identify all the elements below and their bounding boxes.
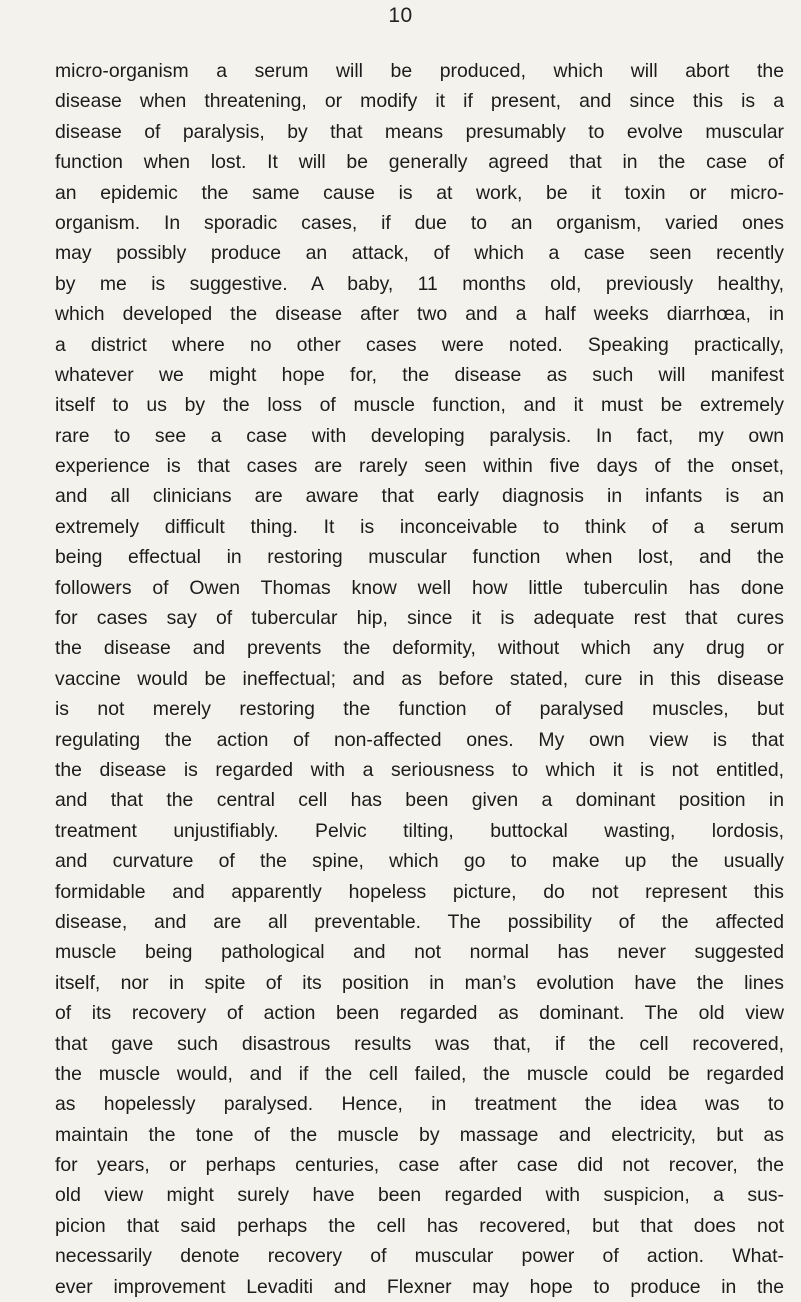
text-line: which developed the disease after two and a half weeks diarrhœa, in — [55, 303, 784, 326]
text-line: necessarily denote recovery of muscular power of action. What- — [55, 1245, 784, 1268]
text-line: and that the central cell has been given a dominant position in — [55, 789, 784, 812]
text-line: regulating the action of non-affected ones. My own view is that — [55, 728, 784, 751]
text-line: organism. In sporadic cases, if due to an organism, varied ones — [55, 211, 784, 234]
text-line: vaccine would be ineffectual; and as before stated, cure in this disease — [55, 667, 784, 690]
text-line: of its recovery of action been regarded as dominant. The old view — [55, 1002, 784, 1025]
text-line: and curvature of the spine, which go to make up the usually — [55, 850, 784, 873]
text-line: may possibly produce an attack, of which a case seen recently — [55, 242, 784, 265]
text-line: the disease and prevents the deformity, without which any drug or — [55, 637, 784, 660]
text-line: rare to see a case with developing paralysis. In fact, my own — [55, 424, 784, 447]
text-line: disease, and are all preventable. The possibility of the affected — [55, 910, 784, 933]
text-line: for years, or perhaps centuries, case after case did not recover, the — [55, 1154, 784, 1177]
text-line: the disease is regarded with a seriousness to which it is not entitled, — [55, 758, 784, 781]
text-line: and all clinicians are aware that early diagnosis in infants is an — [55, 485, 784, 508]
text-line: formidable and apparently hopeless picture, do not represent this — [55, 880, 784, 903]
text-line: disease of paralysis, by that means presumably to evolve muscular — [55, 120, 784, 143]
body-paragraph — [55, 56, 784, 1302]
text-line: an epidemic the same cause is at work, be it toxin or micro- — [55, 181, 784, 204]
text-line: that gave such disastrous results was that, if the cell recovered, — [55, 1032, 784, 1055]
text-line: as hopelessly paralysed. Hence, in treatment the idea was to — [55, 1093, 784, 1116]
text-line: old view might surely have been regarded with suspicion, a sus- — [55, 1184, 784, 1207]
text-line: disease when threatening, or modify it if present, and since this is a — [55, 90, 784, 113]
text-line: a district where no other cases were noted. Speaking practically, — [55, 333, 784, 356]
text-line: for cases say of tubercular hip, since it is adequate rest that cures — [55, 607, 784, 630]
text-line: the muscle would, and if the cell failed, the muscle could be regarded — [55, 1062, 784, 1085]
text-line: muscle being pathological and not normal has never suggested — [55, 941, 784, 964]
text-line: by me is suggestive. A baby, 11 months old, previously healthy, — [55, 272, 784, 295]
text-line: picion that said perhaps the cell has recovered, but that does not — [55, 1214, 784, 1237]
page-number: 10 — [388, 4, 413, 27]
text-line: being effectual in restoring muscular function when lost, and the — [55, 546, 784, 569]
text-line: whatever we might hope for, the disease as such will manifest — [55, 363, 784, 386]
text-line: extremely difficult thing. It is inconceivable to think of a serum — [55, 515, 784, 538]
text-line: ever improvement Levaditi and Flexner may hope to produce in the — [55, 1275, 784, 1298]
text-line: itself, nor in spite of its position in man’s evolution have the lines — [55, 971, 784, 994]
text-line: treatment unjustifiably. Pelvic tilting, buttockal wasting, lordosis, — [55, 819, 784, 842]
text-line: function when lost. It will be generally agreed that in the case of — [55, 151, 784, 174]
text-line: micro-organism a serum will be produced, which will abort the — [55, 60, 784, 82]
text-line: itself to us by the loss of muscle function, and it must be extremely — [55, 394, 784, 417]
text-line: followers of Owen Thomas know well how little tuberculin has done — [55, 576, 784, 599]
text-line: maintain the tone of the muscle by massage and electricity, but as — [55, 1123, 784, 1146]
text-line: experience is that cases are rarely seen within five days of the onset, — [55, 455, 784, 478]
text-line: is not merely restoring the function of paralysed muscles, but — [55, 698, 784, 721]
